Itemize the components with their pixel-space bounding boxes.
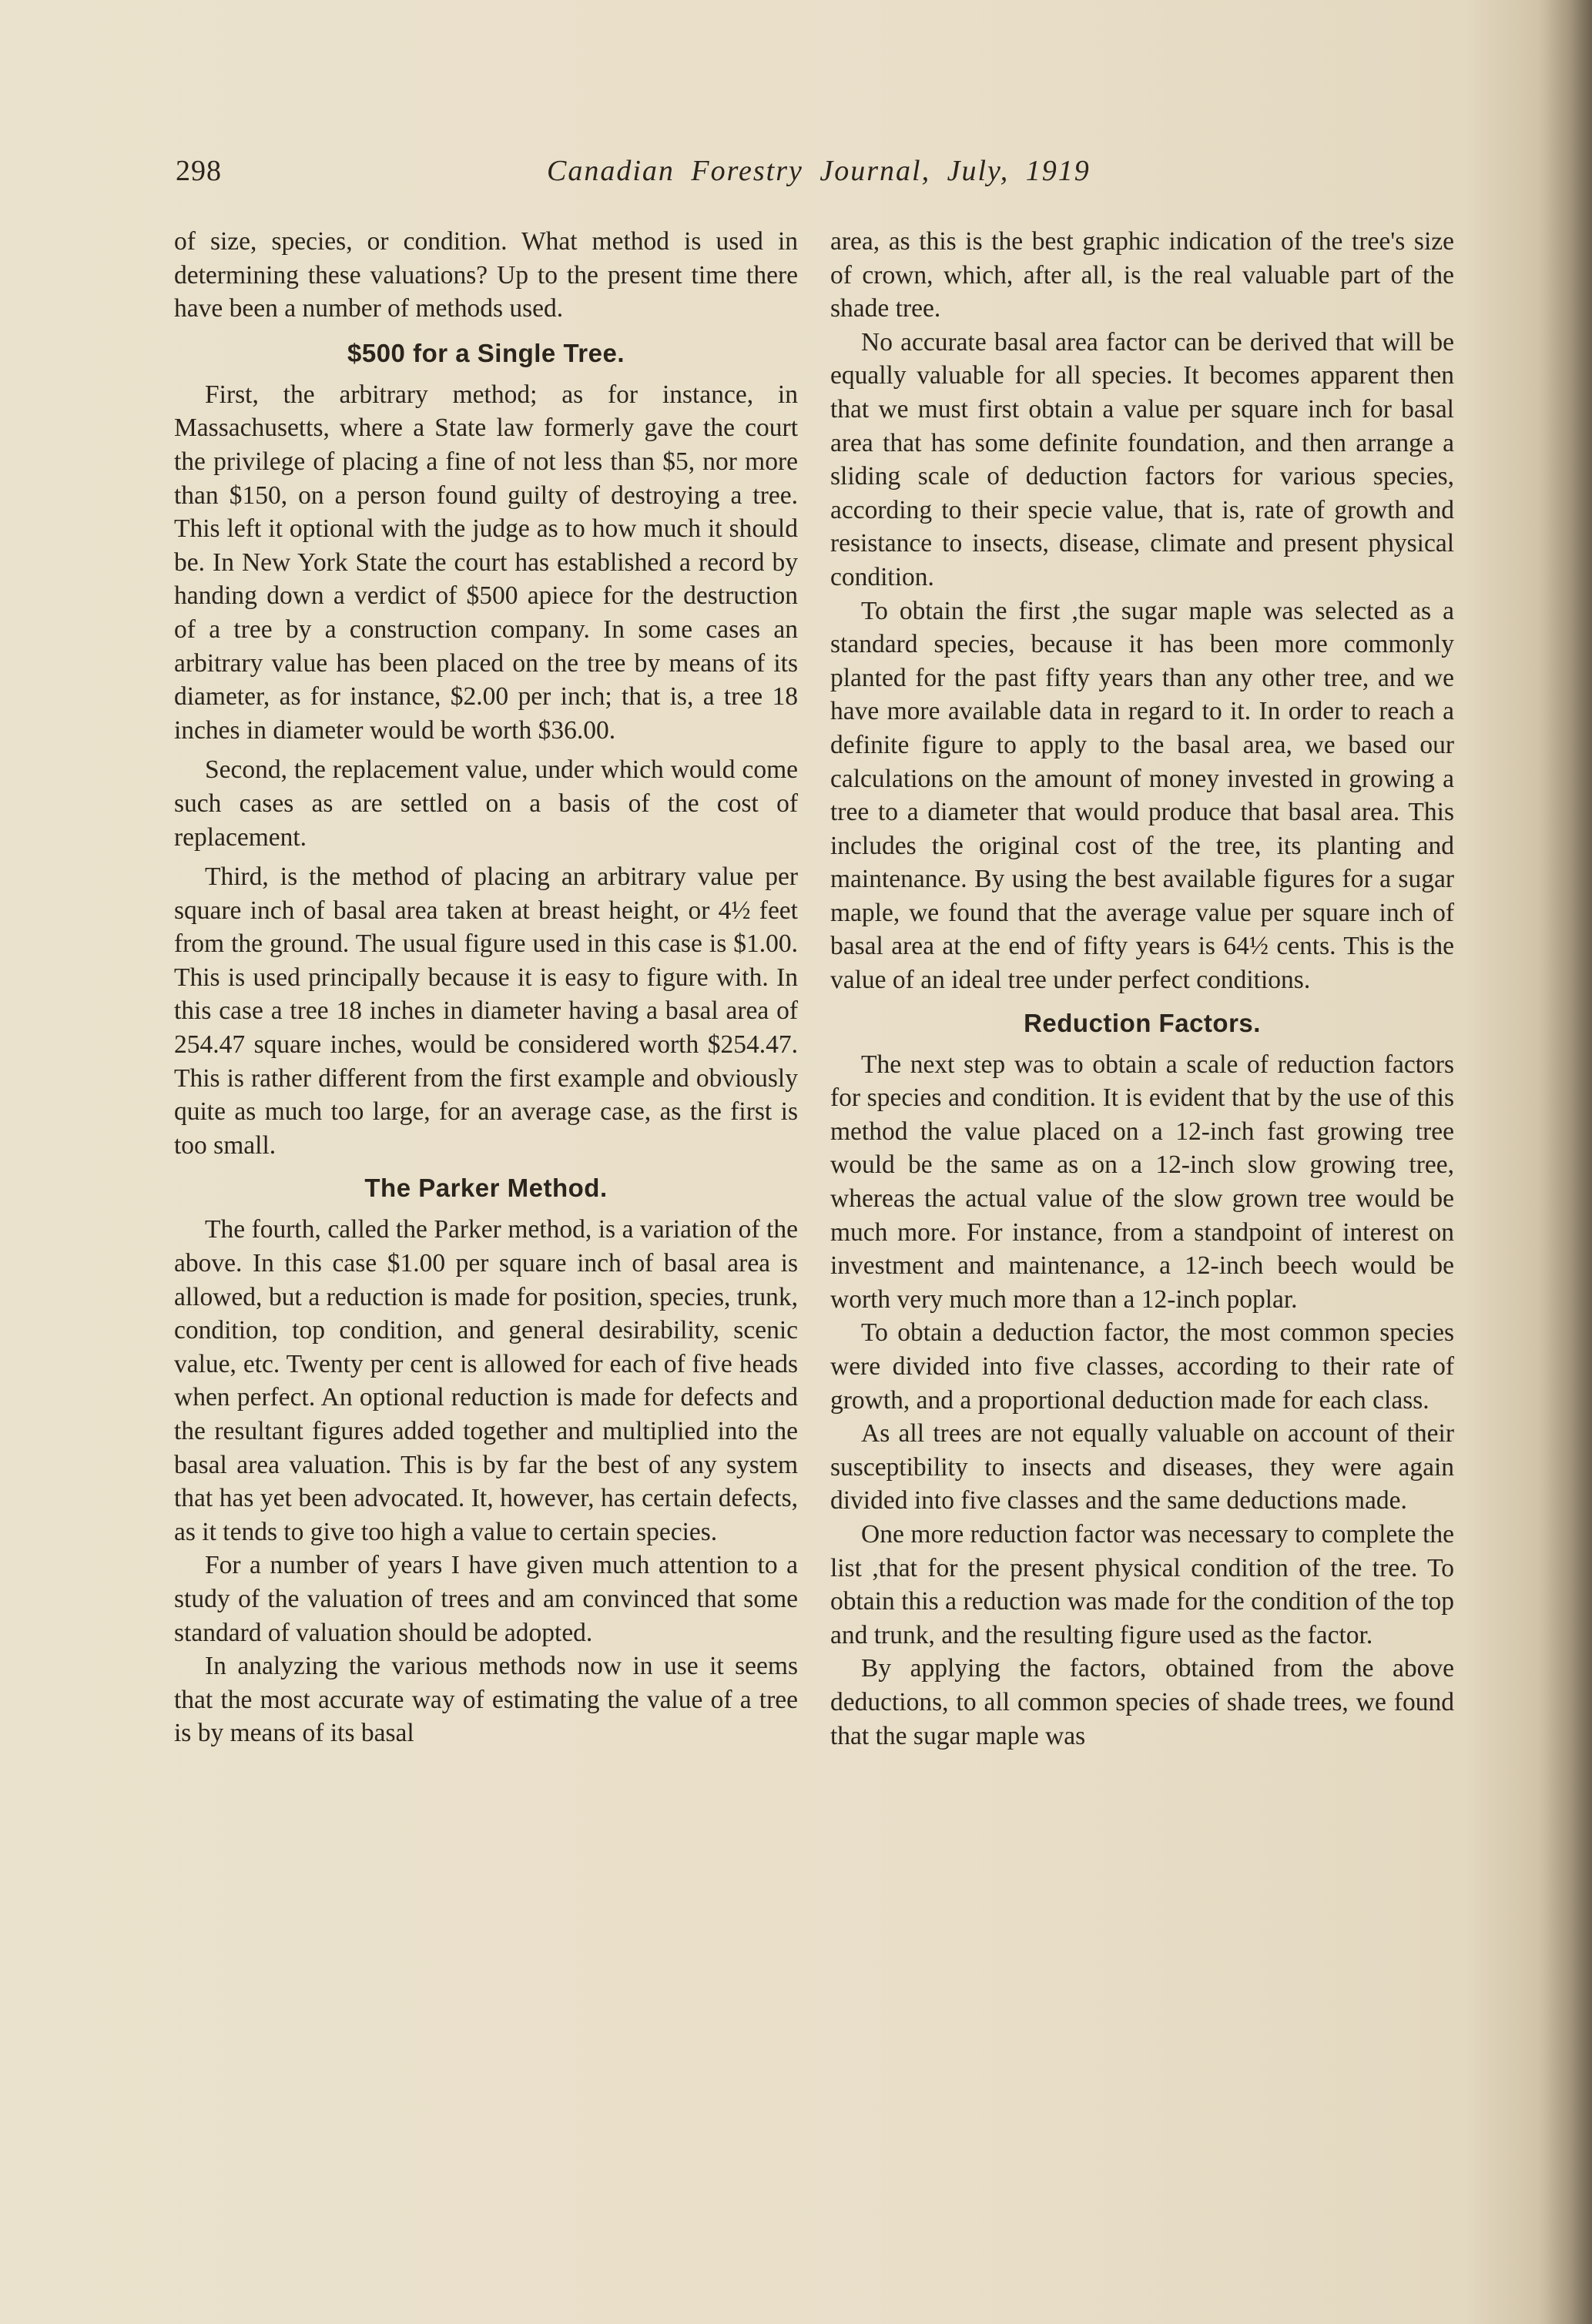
- paragraph: area, as this is the best graphic indication of the tree's size of crown, which, after all, is the real valuable part of the shade tree.: [830, 227, 1454, 323]
- paragraph: For a number of years I have given much attention to a study of the valuation of trees and am convinced that some standard of valuation should be adopted.: [174, 1551, 798, 1647]
- paragraph: As all trees are not equally valuable on account of their susceptibility to insects and diseases, they were again divided into five classes and the same deductions made.: [830, 1419, 1454, 1515]
- section-heading: Reduction Factors.: [1024, 1008, 1261, 1037]
- paragraph: Second, the replacement value, under which would come such cases as are settled on a basis of the cost of replacement.: [174, 755, 798, 852]
- paragraph: In analyzing the various methods now in use it seems that the most accurate way of estimating the value of a tree is by means of its basal: [174, 1652, 798, 1748]
- section-heading: $500 for a Single Tree.: [347, 338, 625, 367]
- paragraph: Third, is the method of placing an arbitrary value per square inch of basal area taken at breast height, or 4½ feet from the ground. The usual figure used in this case is $1.00. This is used principally because it is easy to figure with. In this case a tree 18 inches in diameter having a basal area of 254.47 square inches, would be considered worth $254.47. This is rather different from the first example and obviously quite as much too large, for an average case, as the first is too small.: [174, 862, 798, 1160]
- paragraph: of size, species, or condition. What method is used in determining these valuations? Up to the present time there have been a number of methods used.: [174, 227, 798, 323]
- left-column: [174, 225, 798, 1750]
- page-edge-shadow: [1538, 0, 1592, 2324]
- section-heading: The Parker Method.: [364, 1174, 608, 1203]
- page-header: [176, 154, 1456, 200]
- paragraph: The fourth, called the Parker method, is a variation of the above. In this case $1.00 per square inch of basal area is allowed, but a reduction is made for position, species, trunk, condition, top condition, and general desirability, scenic value, etc. Twenty per cent is allowed for each of five heads when perfect. An optional reduction is made for defects and the resultant figures added together and multiplied into the basal area valuation. This is by far the best of any system that has yet been advocated. It, however, has certain defects, as it tends to give too high a value to certain species.: [174, 1215, 798, 1546]
- paragraph: No accurate basal area factor can be derived that will be equally valuable for all species. It becomes apparent then that we must first obtain a value per square inch for basal area that has some definite foundation, and then arrange a sliding scale of deduction factors for various species, according to their specie value, that is, rate of growth and resistance to insects, disease, climate and present physical condition.: [830, 327, 1454, 591]
- page-number: 298: [176, 155, 222, 187]
- paragraph: By applying the factors, obtained from the above deductions, to all common species of shade trees, we found that the sugar maple was: [830, 1654, 1454, 1750]
- paragraph: One more reduction factor was necessary to complete the list ,that for the present physical condition of the tree. To obtain this a reduction was made for the condition of the top and trunk, and the resulting figure used as the factor.: [830, 1519, 1454, 1649]
- running-title: Canadian Forestry Journal, July, 1919: [547, 155, 1091, 187]
- paragraph: To obtain the first ,the sugar maple was selected as a standard species, because it has been more commonly planted for the past fifty years than any other tree, and we have more available data in regard to it. In order to reach a definite figure to apply to the basal area, we based our calculations on the amount of money invested in growing a tree to a diameter that would produce that basal area. This includes the original cost of the tree, its planting and maintenance. By using the best available figures for a sugar maple, we found that the average value per square inch of basal area at the end of fifty years is 64½ cents. This is the value of an ideal tree under perfect conditions.: [830, 596, 1454, 995]
- right-column: [830, 225, 1454, 1753]
- paragraph: To obtain a deduction factor, the most common species were divided into five classes, according to their rate of growth, and a proportional deduction made for each class.: [830, 1318, 1454, 1415]
- paragraph: The next step was to obtain a scale of reduction factors for species and condition. It is evident that by the use of this method the value placed on a 12-inch fast growing tree would be the same as on a 12-inch slow growing tree, whereas the actual value of the slow grown tree would be much more. For instance, from a standpoint of interest on investment and maintenance, a 12-inch beech would be worth very much more than a 12-inch poplar.: [830, 1050, 1454, 1314]
- paragraph: First, the arbitrary method; as for instance, in Massachusetts, where a State law formerly gave the court the privilege of placing a fine of not less than $5, nor more than $150, on a person found guilty of destroying a tree. This left it optional with the judge as to how much it should be. In New York State the court has established a record by handing down a verdict of $500 apiece for the destruction of a tree by a construction company. In some cases an arbitrary value has been placed on the tree by means of its diameter, as for instance, $2.00 per inch; that is, a tree 18 inches in diameter would be worth $36.00.: [174, 380, 798, 745]
